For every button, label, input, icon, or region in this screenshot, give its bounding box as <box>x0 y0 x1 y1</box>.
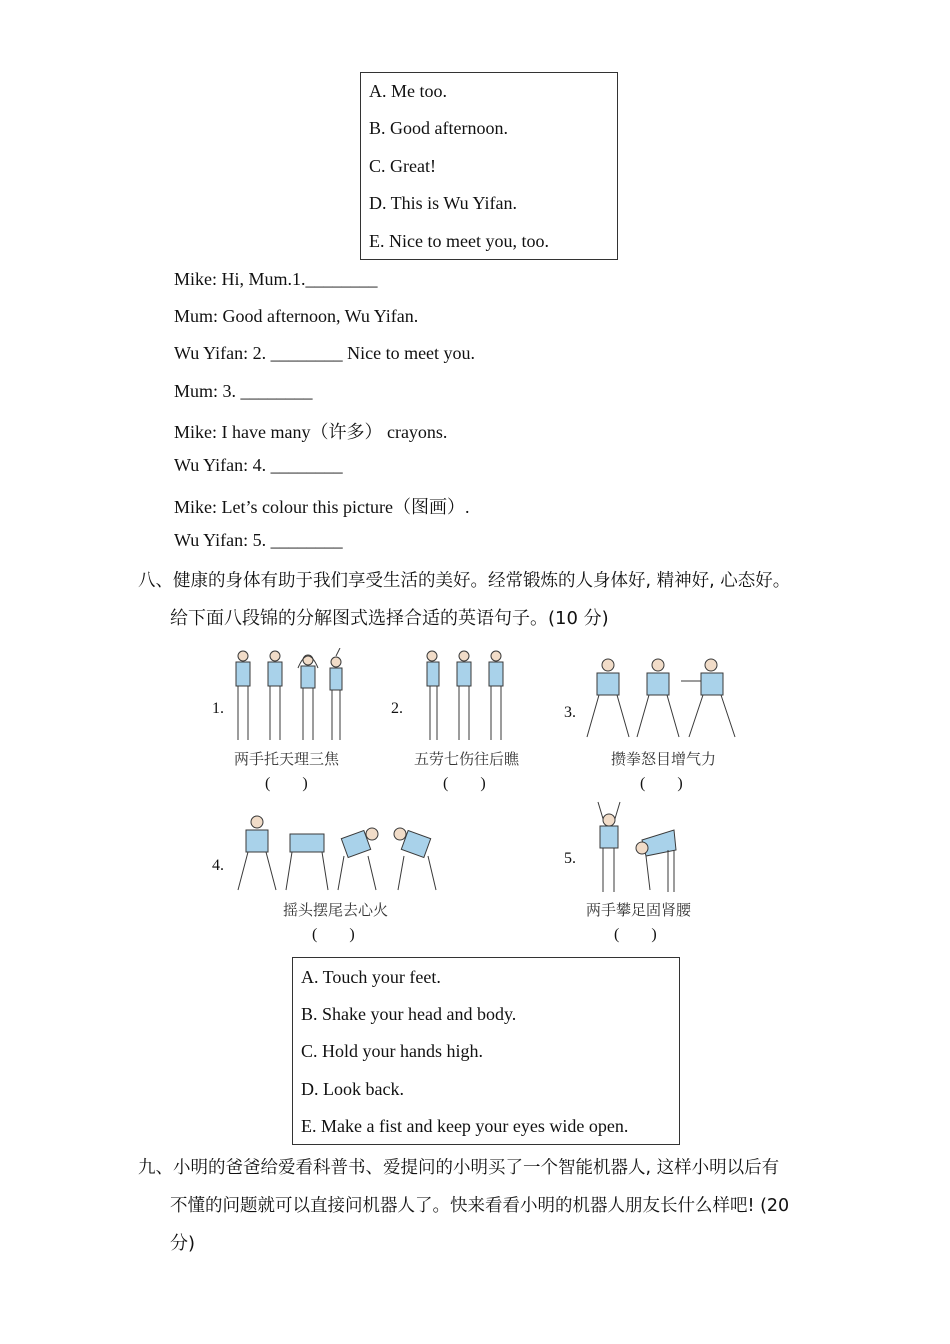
exercise-figure-1 <box>228 648 358 743</box>
figure-number: 4. <box>212 857 224 874</box>
answer-blank[interactable]: ( ) <box>614 926 657 943</box>
option-b: B. Good afternoon. <box>369 118 508 138</box>
figure-caption: 五劳七伤往后瞧 <box>414 750 520 768</box>
figure-number: 5. <box>564 850 576 867</box>
option-a: A. Touch your feet. <box>301 967 441 987</box>
exercise-figure-4 <box>232 812 442 897</box>
dialogue-line: Mike: Hi, Mum.1.________ <box>174 269 378 289</box>
option-e: E. Make a fist and keep your eyes wide open. <box>301 1116 629 1136</box>
exercise-figure-3 <box>583 655 743 745</box>
dialogue-line: Wu Yifan: 4. ________ <box>174 455 343 475</box>
answer-blank[interactable]: ( ) <box>312 926 355 943</box>
section-9-heading: 九、小明的爸爸给爱看科普书、爱提问的小明买了一个智能机器人, 这样小明以后有 <box>138 1158 780 1178</box>
exercise-figure-2 <box>418 648 518 743</box>
figure-number: 3. <box>564 704 576 721</box>
figure-number: 1. <box>212 700 224 717</box>
dialogue-line: Wu Yifan: 2. ________ Nice to meet you. <box>174 343 476 363</box>
figure-number: 2. <box>391 700 403 717</box>
section-8-instruction: 给下面八段锦的分解图式选择合适的英语句子。(10 分) <box>170 608 609 629</box>
option-a: A. Me too. <box>369 81 447 101</box>
dialogue-line: Mike: I have many（许多） crayons. <box>174 422 448 442</box>
dialogue-line: Mike: Let’s colour this picture（图画）. <box>174 497 470 517</box>
dialogue-line: Wu Yifan: 5. ________ <box>174 530 343 550</box>
option-b: B. Shake your head and body. <box>301 1004 517 1024</box>
section-8-heading: 八、健康的身体有助于我们享受生活的美好。经常锻炼的人身体好, 精神好, 心态好。 <box>138 571 791 591</box>
dialogue-line: Mum: Good afternoon, Wu Yifan. <box>174 306 419 326</box>
option-e: E. Nice to meet you, too. <box>369 231 549 251</box>
answer-blank[interactable]: ( ) <box>443 775 486 792</box>
option-c: C. Hold your hands high. <box>301 1041 483 1061</box>
option-d: D. Look back. <box>301 1079 404 1099</box>
answer-blank[interactable]: ( ) <box>640 775 683 792</box>
exercise-figure-5 <box>590 800 690 895</box>
figure-caption: 两手攀足固肾腰 <box>586 901 692 919</box>
option-d: D. This is Wu Yifan. <box>369 193 517 213</box>
section-9-text: 不懂的问题就可以直接问机器人了。快来看看小明的机器人朋友长什么样吧! (20 <box>170 1196 790 1216</box>
figure-caption: 两手托天理三焦 <box>234 750 340 768</box>
figure-caption: 摇头摆尾去心火 <box>283 901 389 919</box>
figure-caption: 攒拳怒目增气力 <box>611 750 717 768</box>
answer-blank[interactable]: ( ) <box>265 775 308 792</box>
option-c: C. Great! <box>369 156 436 176</box>
section-9-text: 分) <box>170 1233 196 1254</box>
dialogue-line: Mum: 3. ________ <box>174 381 313 401</box>
